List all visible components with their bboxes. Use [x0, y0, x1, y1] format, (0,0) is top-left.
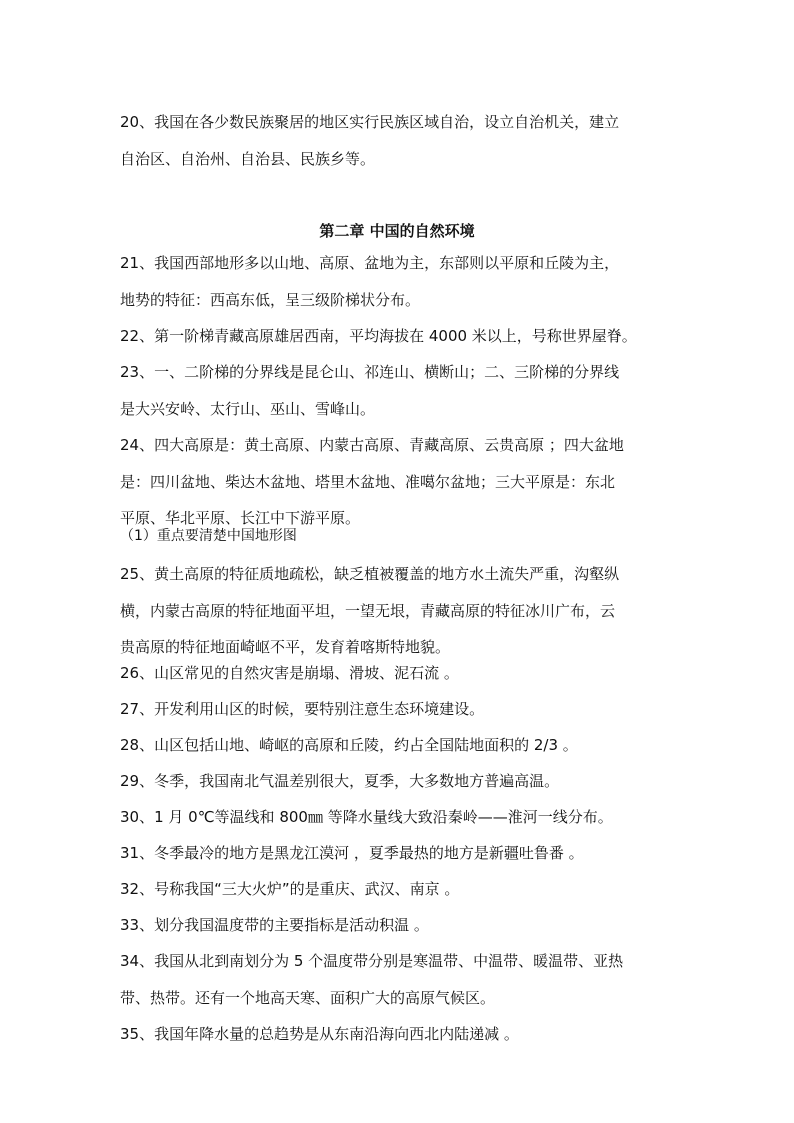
text-line: 23、一、二阶梯的分界线是昆仑山、祁连山、横断山；二、三阶梯的分界线: [120, 363, 620, 381]
paragraph-29: [120, 763, 680, 800]
paragraph-27: [120, 691, 680, 728]
text-line: 20、我国在各少数民族聚居的地区实行民族区域自治，设立自治机关，建立: [120, 113, 620, 131]
text-line: 26、山区常见的自然灾害是崩塌、滑坡、泥石流 。: [120, 664, 459, 682]
paragraph-note: [120, 518, 680, 555]
paragraph-23: [120, 354, 680, 427]
text-line: 31、冬季最冷的地方是黑龙江漠河 ，夏季最热的地方是新疆吐鲁番 。: [120, 844, 584, 862]
text-line: 35、我国年降水量的总趋势是从东南沿海向西北内陆递减 。: [120, 1025, 519, 1043]
paragraph-31: [120, 835, 680, 872]
text-line: 21、我国西部地形多以山地、高原、盆地为主，东部则以平原和丘陵为主，: [120, 254, 620, 272]
paragraph-32: [120, 871, 680, 908]
text-line: 28、山区包括山地、崎岖的高原和丘陵，约占全国陆地面积的 2/3 。: [120, 736, 578, 754]
text-line: 带、热带。还有一个地高天寒、面积广大的高原气候区。: [120, 988, 496, 1007]
paragraph-35: [120, 1016, 680, 1053]
text-line: 是大兴安岭、太行山、巫山、雪峰山。: [120, 399, 376, 418]
text-line: 22、第一阶梯青藏高原雄居西南，平均海拔在 4000 米以上，号称世界屋脊。: [120, 327, 637, 345]
paragraph-22: [120, 318, 680, 355]
text-line: 33、划分我国温度带的主要指标是活动积温 。: [120, 916, 429, 934]
text-line: 横，内蒙古高原的特征地面平坦，一望无垠，青藏高原的特征冰川广布，云: [120, 601, 616, 620]
text-line: 是：四川盆地、柴达木盆地、塔里木盆地、准噶尔盆地；三大平原是：东北: [120, 472, 616, 491]
text-line: 27、开发利用山区的时候，要特别注意生态环境建设。: [120, 700, 485, 718]
paragraph-28: [120, 727, 680, 764]
text-line: 24、四大高原是：黄土高原、内蒙古高原、青藏高原、云贵高原 ；四大盆地: [120, 436, 624, 454]
paragraph-30: [120, 799, 680, 836]
text-line: 30、1 月 0℃等温线和 800㎜ 等降水量线大致沿秦岭——淮河一线分布。: [120, 808, 613, 826]
paragraph-21: [120, 245, 680, 318]
paragraph-34: [120, 943, 680, 1016]
text-line: 自治区、自治州、自治县、民族乡等。: [120, 149, 376, 168]
text-line: 34、我国从北到南划分为 5 个温度带分别是寒温带、中温带、暖温带、亚热: [120, 952, 624, 970]
paragraph-20: [120, 104, 680, 177]
paragraph-26: [120, 655, 680, 692]
paragraph-33: [120, 907, 680, 944]
text-line: 29、冬季，我国南北气温差别很大，夏季，大多数地方普遍高温。: [120, 772, 560, 790]
text-line: 地势的特征：西高东低，呈三级阶梯状分布。: [120, 290, 421, 309]
paragraph-25: [120, 556, 680, 666]
text-line: 贵高原的特征地面崎岖不平，发育着喀斯特地貌。: [120, 638, 451, 656]
text-line: 25、黄土高原的特征质地疏松，缺乏植被覆盖的地方水土流失严重，沟壑纵: [120, 565, 620, 583]
text-line: 平原、华北平原、长江中下游平原。: [120, 509, 361, 527]
chapter-title: 第二章 中国的自然环境: [319, 222, 475, 240]
text-line: 32、号称我国“三大火炉”的是重庆、武汉、南京 。: [120, 880, 460, 898]
text-line: （1）重点要清楚中国地形图: [120, 528, 297, 544]
